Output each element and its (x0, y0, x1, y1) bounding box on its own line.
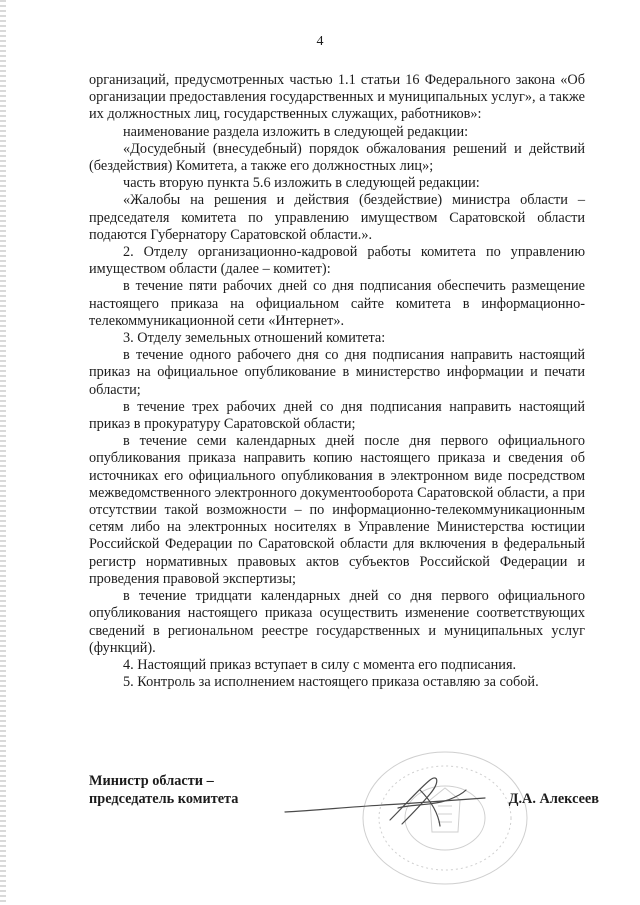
paragraph: в течение тридцати календарных дней со дня первого официального опубликования настоящего приказа осуществить изменение соответствующих сведений в региональном реестре государственных и муниципальных услуг (функций). (89, 588, 585, 656)
paragraph: «Досудебный (внесудебный) порядок обжалования решений и действий (бездействия) Комитета, а также его должностных лиц»; (89, 140, 585, 175)
paragraph: организаций, предусмотренных частью 1.1 статьи 16 Федерального закона «Об организации предоставления государственных и муниципальных услуг», а также их должностных лиц, государственных служащих, работников»: (89, 72, 585, 123)
paragraph: 4. Настоящий приказ вступает в силу с момента его подписания. (123, 656, 517, 673)
scan-edge (0, 0, 6, 905)
paragraph: 3. Отделу земельных отношений комитета: (123, 330, 386, 347)
official-seal (350, 740, 540, 890)
paragraph: в течение одного рабочего дня со дня подписания направить настоящий приказ на официальное опубликование в министерство информации и печати области; (89, 347, 585, 398)
signer-title-line2: председатель комитета (89, 791, 239, 807)
paragraph: часть вторую пункта 5.6 изложить в следующей редакции: (123, 175, 480, 192)
paragraph: наименование раздела изложить в следующей редакции: (123, 123, 469, 140)
paragraph: 5. Контроль за исполнением настоящего приказа оставляю за собой. (123, 674, 539, 691)
page-number: 4 (316, 34, 324, 49)
signer-name: Д.А. Алексеев (508, 791, 599, 807)
paragraph: в течение трех рабочих дней со дня подписания направить настоящий приказ в прокуратуру Саратовской области; (89, 398, 585, 433)
document-body (89, 72, 585, 691)
paragraph: в течение пяти рабочих дней со дня подписания обеспечить размещение настоящего приказа на официальном сайте комитета в информационно-телекоммуникационной сети «Интернет». (89, 278, 585, 329)
paragraph: 2. Отделу организационно-кадровой работы комитета по управлению имуществом области (далее – комитет): (89, 244, 585, 278)
signature-block (89, 772, 609, 808)
paragraph: в течение семи календарных дней после дня первого официального опубликования приказа направить копию настоящего приказа и сведения об источниках его официального опубликования в электронном виде посредством межведомственного электронного документооборота Саратовской области, а при отсутствии такой возможности – по информационно-телекоммуникационным сетям либо на электронных носителях в Управление Министерства юстиции Российской Федерации по Саратовской области для включения в федеральный регистр нормативных правовых актов субъектов Российской Федерации и проведения правовой экспертизы; (89, 433, 585, 587)
signer-title-line1: Министр области – (89, 773, 214, 789)
paragraph: «Жалобы на решения и действия (бездействие) министра области – председателя комитета по управлению имуществом Саратовской области подаются Губернатору Саратовской области.». (89, 192, 585, 243)
